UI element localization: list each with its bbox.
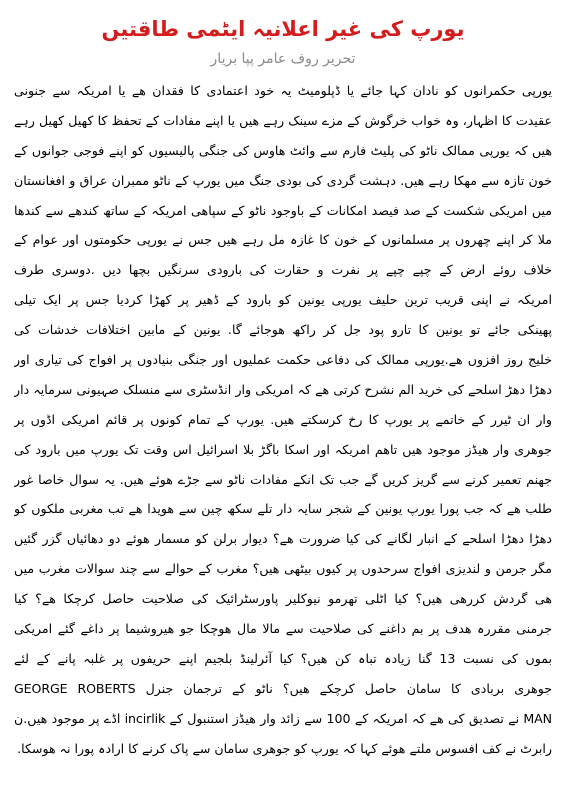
body-line: پھینکی جائے تو یونین کا تارو پود جل کر راکھ ھوجائے گا. یونین کے مابین اختلافات خدشات کی [14, 322, 552, 338]
body-line: جوھری بربادی کا سامان حاصل کرچکے ھیں؟ ناٹو کے ترجمان جنرل GEORGE ROBERTS [14, 680, 552, 696]
body-line: جھنم تعمیر کرنے سے گریز کریں گے جب تک انکے مفادات ناٹو سے جڑے ھوئے ھیں. یہ سوال خاصا غور [14, 471, 552, 487]
body-line: عقیدت کا اظہار، وہ خواب خرگوش کے مزے سینک رہے ھیں یا اپنے مفادات کے تحفظ کا کھیل کھیل رہے [14, 112, 552, 128]
body-line: دھڑا دھڑ اسلحے کی خرید الم نشرح کرتی ھے کہ امریکی وار انڈسٹری سے منسلک صہیونی سرمایہ دار [14, 381, 552, 397]
body-line: جرمنی مقررہ ھدف پر بم داغنے کی صلاحیت سے مالا مال ھوچکا جو ھیروشیما پر داغے گئے امریکی [14, 621, 552, 637]
body-line: طلب ھے کہ جب پورا یورپ یونین کے شجر سایہ دار تلے سکھ چین سے ھویدا ھے تب مغربی ملکوں کو [14, 501, 552, 517]
body-line: خلاف روئے ارض کے چپے چپے پر نفرت و حقارت کی بارودی سرنگیں بچھا دیں .دوسری طرف [14, 262, 552, 278]
body-line: مگر جرمن و لندیزی افواج سرحدوں پر کیوں بیٹھی ھیں؟ مغرب کے حوالے سے چند سوالات مغرب میں [14, 561, 552, 577]
body-line: ھیں کہ یورپی ممالک ناٹو کی پلیٹ فارم سے وائٹ ھاوس کی جنگی پالیسیوں کو اپنے فوجی جوانوں کے [14, 142, 552, 158]
article-body [14, 76, 552, 763]
body-line: MAN نے تصدیق کی ھے کہ امریکہ کے 100 سے زائد وار ھیڈز استنبول کے incirlik اڈے پر موجود ھیں.ن [14, 710, 552, 726]
body-line: وار ان ٹیرر کے خاتمے پر یورپ کا رخ کرسکتے ھیں. یورپ کے تمام کونوں پر قائم امریکی اڈوں پر [14, 411, 552, 427]
article-byline: تحریر روف عامر پپا بریار [210, 51, 356, 67]
body-line: میں امریکی شکست کے صد فیصد امکانات کے باوجود ناٹو کے سپاھی امریکہ کے ساتھ کندھے سے کندھا [14, 202, 552, 218]
body-line: بموں کی نسبت 13 گنا زیادہ تباہ کن ھیں؟ کیا آئرلینڈ بلجیم اپنے حریفوں پر غلبہ پانے کے لئے [14, 650, 552, 666]
body-line: امریکہ نے اپنی قریب ترین حلیف یورپی یونین کو بارود کے ڈھیر پر کھڑا کردیا جس پر ایک تیلی [14, 292, 552, 308]
body-line: یورپی حکمرانوں کو نادان کہا جائے یا ڈپلومیٹ یہ خود اعتمادی کا فقدان ھے یا امریکہ سے جنونی [14, 83, 552, 98]
body-line: خون تازہ سے مھکا رہے ھیں. دہشت گردی کی بودی جنگ میں یورپ کے ناٹو ممبران عراق و افغانستان [14, 172, 552, 188]
body-line: رابرٹ نے کف افسوس ملتے ھوئے کہا کہ یورپ کو جوھری سامان سے پاک کرنے کا ارادہ پورا نہ ھوسکا. [17, 740, 552, 756]
body-line: جوھری وار ھیڈز موجود ھیں تاھم امریکہ اور اسکا باگڑ بلا اسرائیل اس وقت تک یورپ میں بارود کی [14, 441, 552, 457]
body-line: ھی گردش کررھی ھیں؟ کیا اٹلی تھرمو نیوکلیر پاورسٹرائیک کی صلاحیت حاصل کرچکا ھے؟ کیا [14, 591, 552, 607]
article-title: یورپ کی غیر اعلانیہ ایٹمی طاقتیں [101, 17, 465, 41]
body-line: ملا کر اپنے چھروں پر مسلمانوں کے خون کا غازہ مل رہے ھیں جس نے یورپی حکومتوں اور عوام کے [14, 232, 552, 248]
body-line: خلیج روز افزوں ھے.یورپی ممالک کی دفاعی حکمت عملیوں اور جنگی بنیادوں پر افواج کی تیاری اور [14, 352, 552, 368]
body-line: دھڑا دھڑا اسلحے کے انبار لگانے کی کیا ضرورت ھے؟ دیوار برلن کو مسمار ھوئے دو دھائیاں گزر گئیں [14, 531, 552, 547]
